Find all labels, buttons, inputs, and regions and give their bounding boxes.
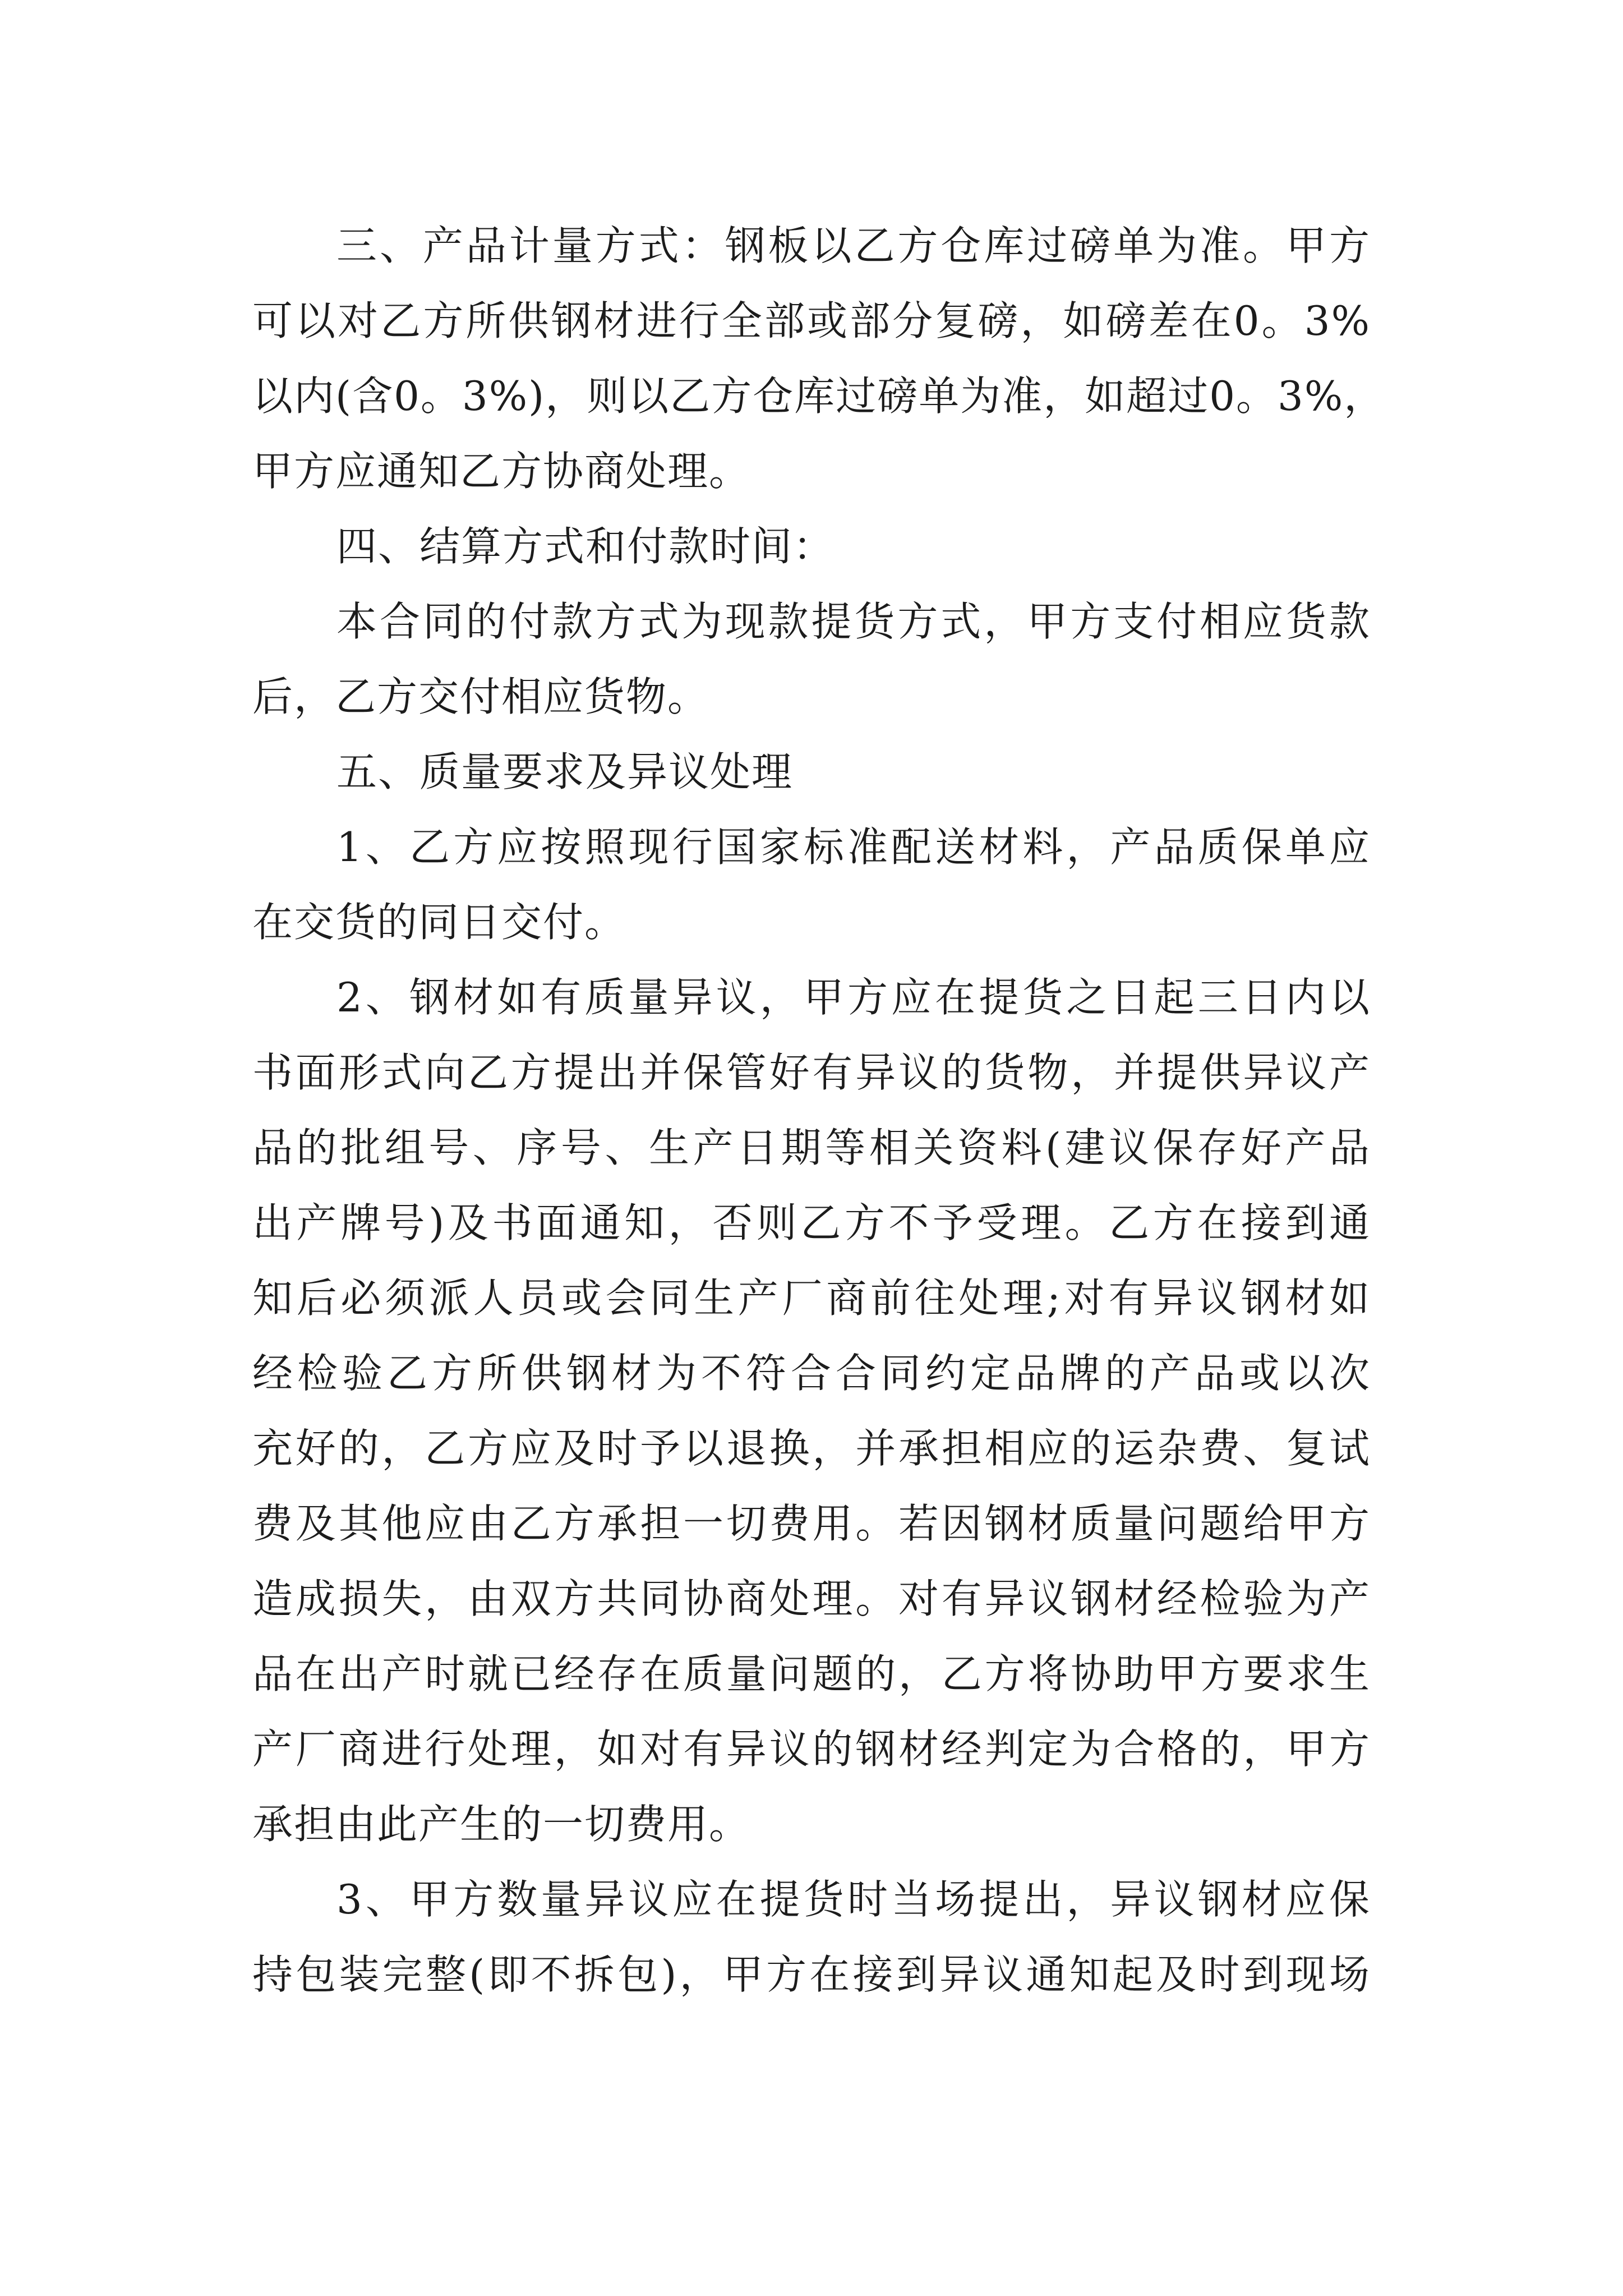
clause-4-line-2: 后，乙方交付相应货物。	[252, 673, 709, 720]
clause-4-line-1: 本合同的付款方式为现款提货方式，甲方支付相应货款	[336, 598, 1371, 645]
clause-5-2-line-1: 2、钢材如有质量异议，甲方应在提货之日起三日内以	[336, 974, 1371, 1021]
clause-5-2-line-3: 品的批组号、序号、生产日期等相关资料(建议保存好产品	[252, 1124, 1371, 1171]
clause-3-line-2: 可以对乙方所供钢材进行全部或部分复磅，如磅差在0。3%	[252, 297, 1371, 344]
clause-5-2-line-9: 造成损失，由双方共同协商处理。对有异议钢材经检验为产	[252, 1575, 1371, 1622]
clause-5-2-line-6: 经检验乙方所供钢材为不符合合同约定品牌的产品或以次	[252, 1350, 1371, 1397]
clause-5-1-line-2: 在交货的同日交付。	[252, 899, 626, 946]
clause-5-3-line-2: 持包装完整(即不拆包)，甲方在接到异议通知起及时到现场	[252, 1951, 1371, 1998]
clause-5-2-line-11: 产厂商进行处理，如对有异议的钢材经判定为合格的，甲方	[252, 1726, 1371, 1773]
clause-5-heading: 五、质量要求及异议处理	[336, 748, 794, 795]
clause-3-line-4: 甲方应通知乙方协商处理。	[252, 448, 751, 495]
clause-3-line-3: 以内(含0。3%)，则以乙方仓库过磅单为准，如超过0。3%，	[252, 372, 1386, 420]
clause-5-2-line-7: 充好的，乙方应及时予以退换，并承担相应的运杂费、复试	[252, 1425, 1371, 1472]
clause-5-1-line-1: 1、乙方应按照现行国家标准配送材料，产品质保单应	[336, 823, 1371, 871]
clause-4-heading: 四、结算方式和付款时间：	[336, 523, 835, 570]
clause-5-2-line-10: 品在出产时就已经存在质量问题的，乙方将协助甲方要求生	[252, 1650, 1371, 1697]
clause-5-2-line-4: 出产牌号)及书面通知，否则乙方不予受理。乙方在接到通	[252, 1199, 1371, 1246]
clause-5-2-line-2: 书面形式向乙方提出并保管好有异议的货物，并提供异议产	[252, 1049, 1371, 1096]
clause-5-2-line-12: 承担由此产生的一切费用。	[252, 1801, 751, 1848]
clause-5-3-line-1: 3、甲方数量异议应在提货时当场提出，异议钢材应保	[336, 1876, 1371, 1923]
clause-5-2-line-8: 费及其他应由乙方承担一切费用。若因钢材质量问题给甲方	[252, 1500, 1371, 1547]
clause-3-line-1: 三、产品计量方式：钢板以乙方仓库过磅单为准。甲方	[336, 222, 1371, 269]
clause-5-2-line-5: 知后必须派人员或会同生产厂商前往处理;对有异议钢材如	[252, 1274, 1371, 1322]
